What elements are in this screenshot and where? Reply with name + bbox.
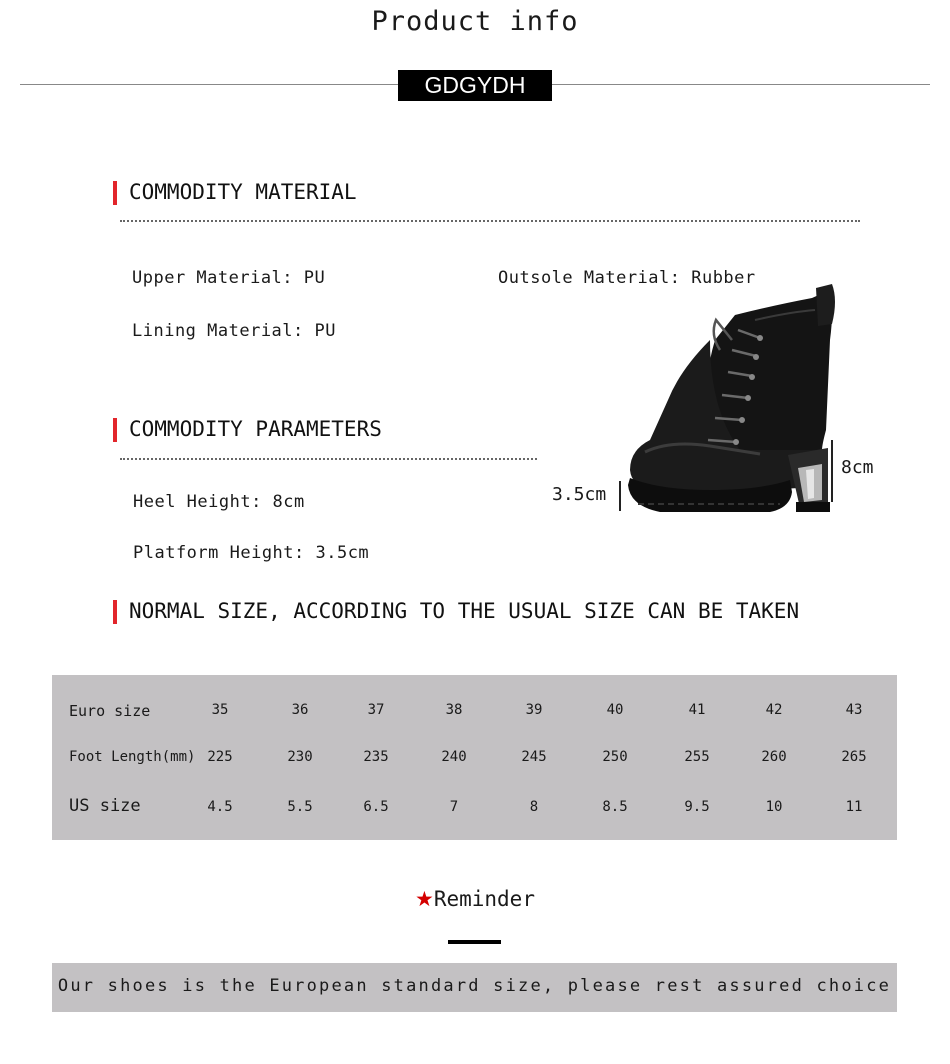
page-title: Product info — [371, 6, 579, 37]
table-cell: 36 — [291, 702, 309, 718]
table-cell: 255 — [684, 749, 710, 765]
parameters-heading: COMMODITY PARAMETERS — [129, 417, 382, 441]
section-marker — [113, 418, 117, 442]
heel-dimension-line — [831, 440, 833, 502]
table-cell: 40 — [606, 702, 624, 718]
table-cell: 7 — [449, 799, 459, 815]
table-cell: 39 — [525, 702, 543, 718]
table-cell: 38 — [445, 702, 463, 718]
platform-dimension-line — [619, 481, 621, 511]
lining-material: Lining Material: PU — [132, 321, 336, 341]
platform-dimension-label: 3.5cm — [552, 484, 607, 505]
table-cell: 6.5 — [363, 799, 389, 815]
platform-height: Platform Height: 3.5cm — [133, 543, 370, 563]
table-cell: 250 — [602, 749, 628, 765]
table-cell: 10 — [765, 799, 783, 815]
boot-image — [560, 280, 890, 545]
table-cell: 245 — [521, 749, 547, 765]
material-heading: COMMODITY MATERIAL — [129, 180, 357, 204]
table-cell: 8 — [529, 799, 539, 815]
table-cell: 230 — [287, 749, 313, 765]
table-cell: 37 — [367, 702, 385, 718]
table-cell: 260 — [761, 749, 787, 765]
table-cell: 42 — [765, 702, 783, 718]
size-table — [52, 675, 897, 840]
row-label-foot-length: Foot Length(mm) — [69, 749, 196, 765]
table-cell: 43 — [845, 702, 863, 718]
table-cell: 240 — [441, 749, 467, 765]
upper-material: Upper Material: PU — [132, 268, 326, 288]
reminder-underline — [448, 940, 501, 944]
table-cell: 265 — [841, 749, 867, 765]
reminder-text: Our shoes is the European standard size, please rest assured choice — [57, 976, 892, 996]
table-cell: 41 — [688, 702, 706, 718]
table-cell: 235 — [363, 749, 389, 765]
section-marker — [113, 181, 117, 205]
row-label-euro: Euro size — [69, 702, 151, 720]
heel-height: Heel Height: 8cm — [133, 492, 305, 512]
reminder-heading — [0, 887, 950, 911]
dotted-divider — [120, 220, 860, 222]
table-cell: 5.5 — [287, 799, 313, 815]
heel-dimension-label: 8cm — [841, 457, 874, 478]
reminder-box — [52, 963, 897, 1012]
table-cell: 35 — [211, 702, 229, 718]
star-icon: ★ — [415, 887, 434, 911]
table-cell: 9.5 — [684, 799, 710, 815]
section-marker — [113, 600, 117, 624]
outsole-material: Outsole Material: Rubber — [498, 268, 756, 288]
table-cell: 8.5 — [602, 799, 628, 815]
table-cell: 225 — [207, 749, 233, 765]
table-cell: 4.5 — [207, 799, 233, 815]
brand-label: GDGYDH — [398, 70, 552, 101]
dotted-divider — [120, 458, 537, 460]
reminder-title: Reminder — [433, 887, 535, 911]
size-note-heading: NORMAL SIZE, ACCORDING TO THE USUAL SIZE CAN BE TAKEN — [129, 599, 800, 623]
row-label-us: US size — [69, 796, 141, 816]
table-cell: 11 — [845, 799, 863, 815]
